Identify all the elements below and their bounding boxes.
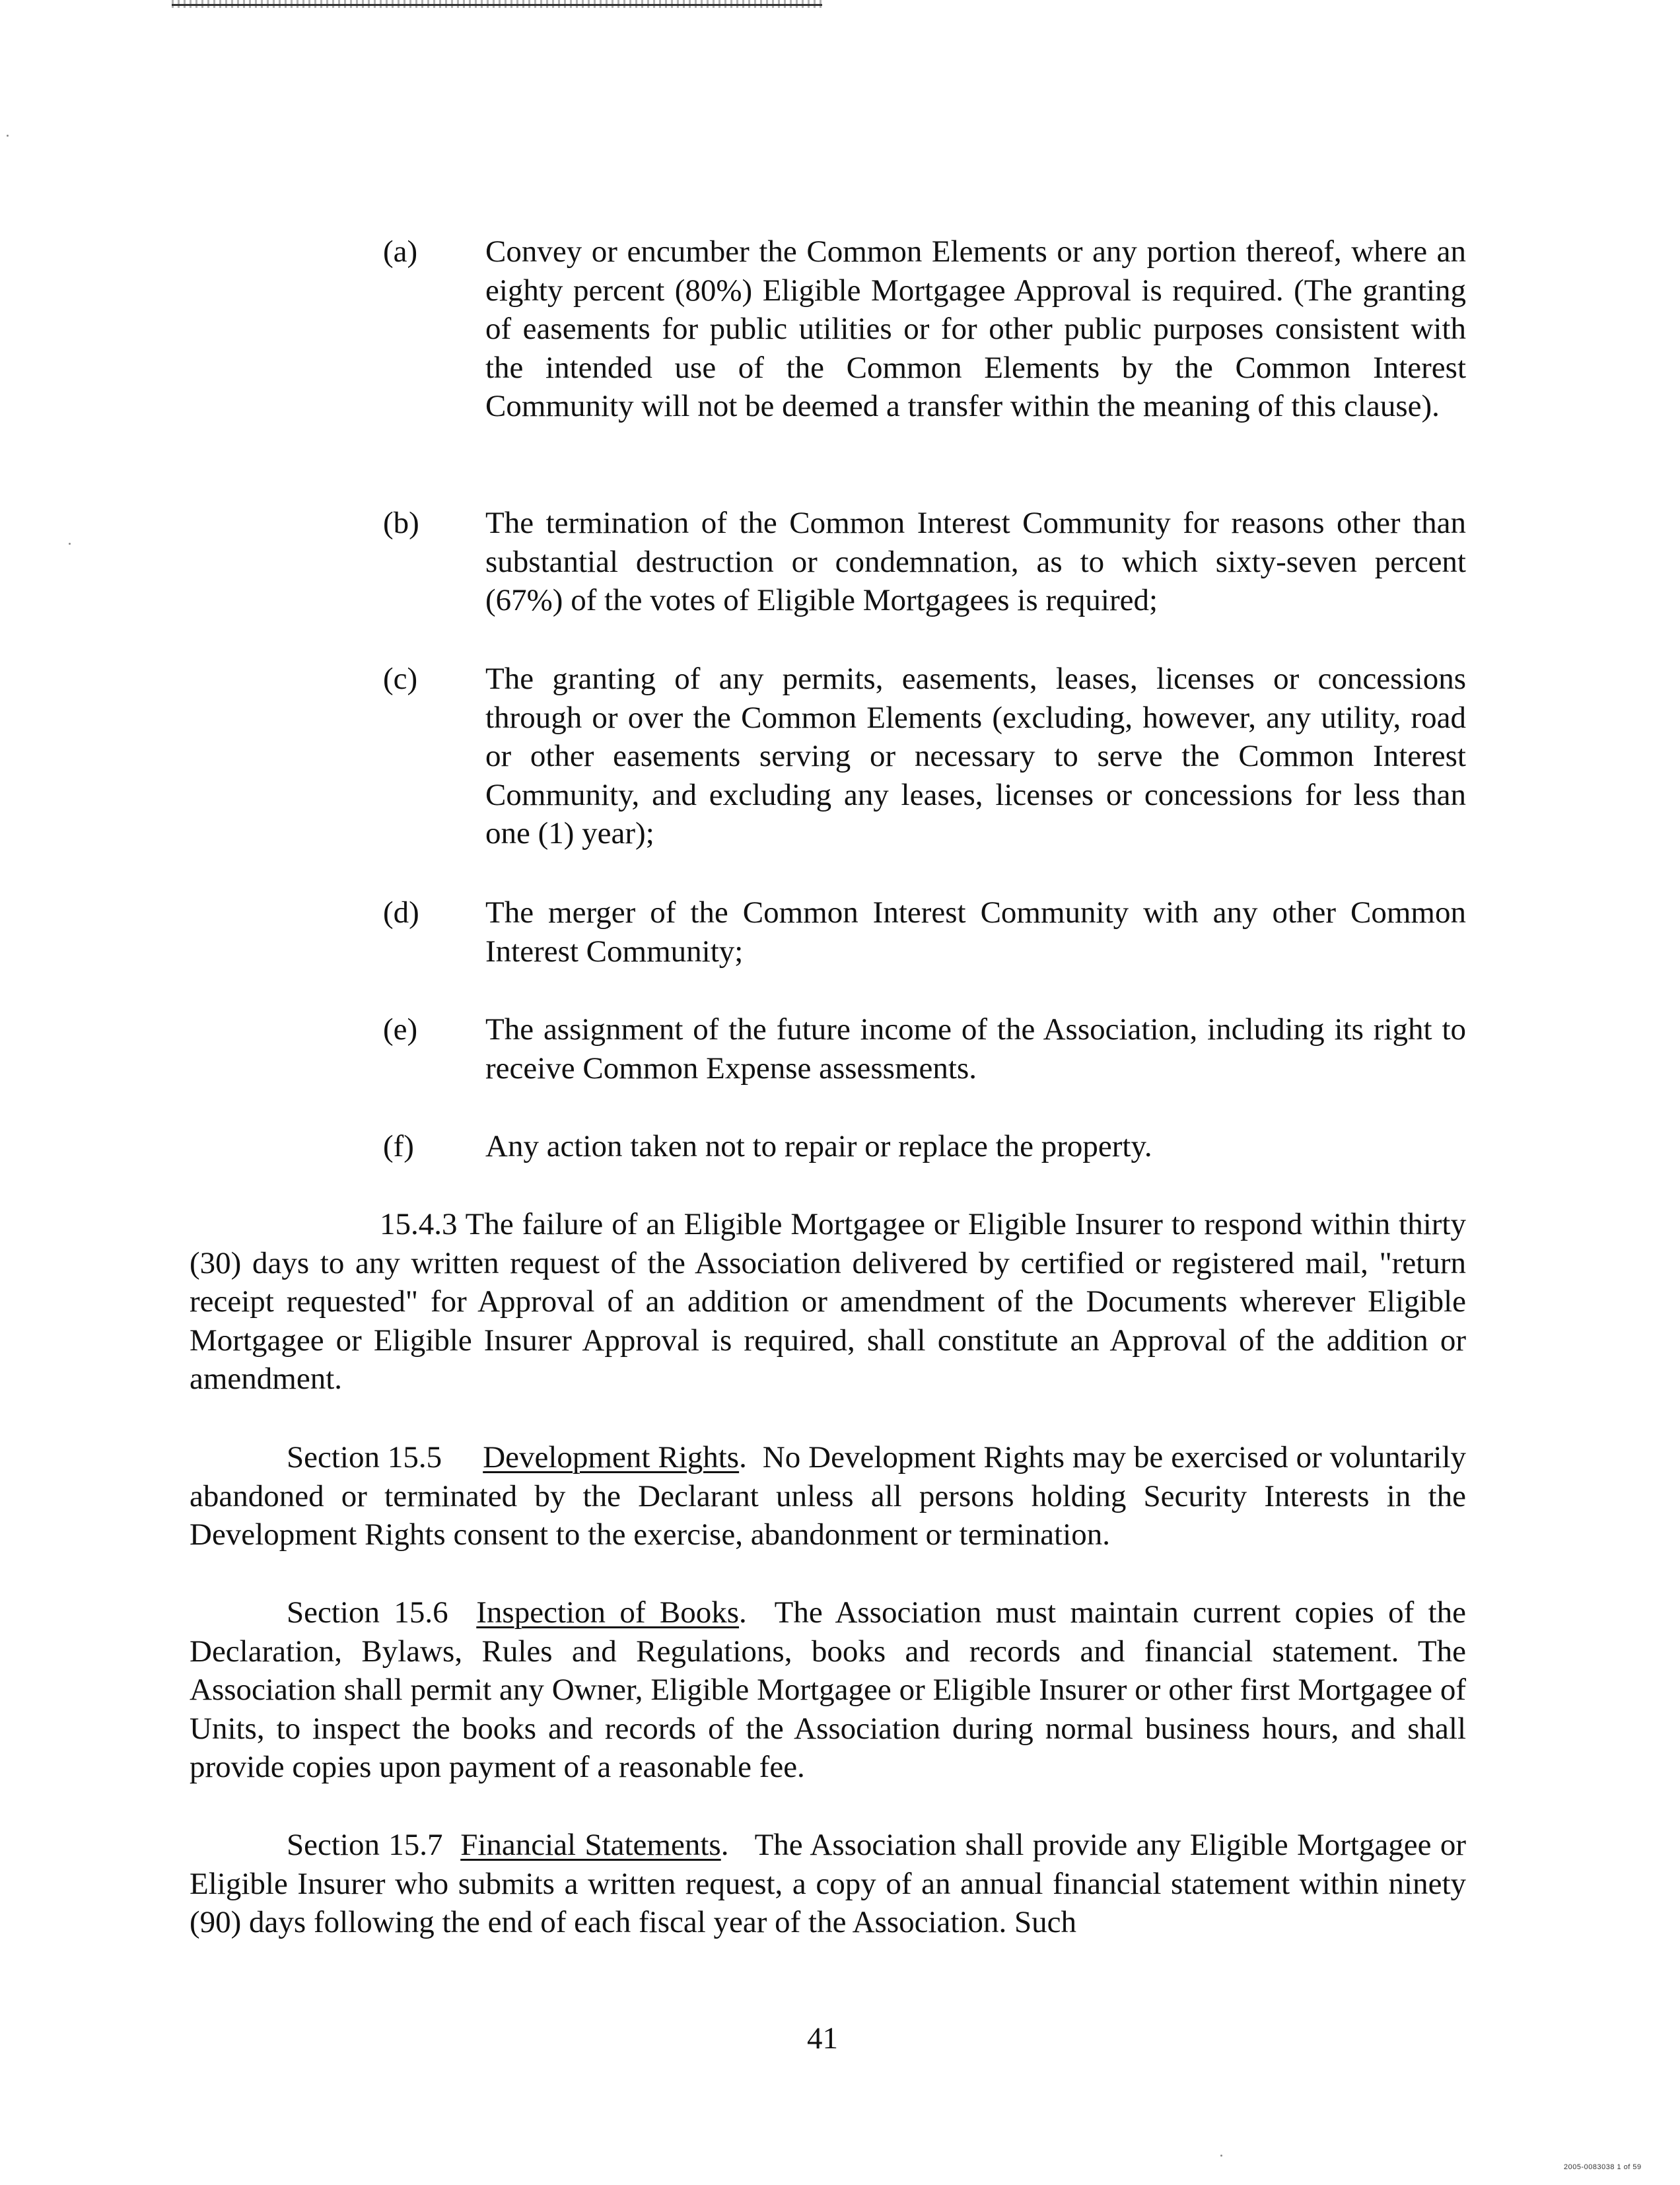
- list-item-label: (f): [383, 1129, 414, 1163]
- list-item-text: Convey or encumber the Common Elements or any portion thereof, where an eighty percent (80%) Eligible Mortgagee Approval is required. (The granting of easements for public utilities or for other public purposes consistent with the intended use of the Common Elements by the Common Interest Community will not be deemed a transfer within the meaning of this clause).: [485, 234, 1466, 423]
- list-item-text: The assignment of the future income of the Association, including its right to receive Common Expense assessments.: [485, 1012, 1466, 1086]
- top-rule: [172, 4, 822, 6]
- scan-speck: [69, 543, 71, 545]
- list-item-f: [383, 1127, 1466, 1166]
- page-number: 41: [807, 2021, 838, 2056]
- list-item-text: The termination of the Common Interest Community for reasons other than substantial destruction or condemnation, as to which sixty-seven percent (67%) of the votes of Eligible Mortgagees is required;: [485, 506, 1466, 617]
- list-item-label: (e): [383, 1012, 418, 1047]
- section-heading: Inspection of Books: [476, 1595, 740, 1630]
- list-item-label: (b): [383, 506, 419, 540]
- list-item-b: [383, 504, 1466, 620]
- section-text: No Development Rights may be exercised or voluntarily abandoned or terminated by the Declarant unless all persons holding Security Interests in the Development Rights consent to the exercise, abandonment or termination.: [190, 1440, 1466, 1552]
- list-item-c: [383, 660, 1466, 853]
- section-heading: Development Rights: [483, 1440, 740, 1474]
- list-item-text: Any action taken not to repair or replace the property.: [485, 1129, 1152, 1163]
- scan-speck: [1220, 2155, 1222, 2157]
- section-number: Section 15.7: [287, 1828, 443, 1862]
- paragraph-number: 15.4.3: [380, 1207, 458, 1241]
- section-heading: Financial Statements: [460, 1828, 721, 1862]
- section-15-6: Section 15.6 Inspection of Books. The Association must maintain current copies of the Declaration, Bylaws, Rules and Regulations, books and records and financial statement. The Association shall permit any Owner, Eligible Mortgagee or Eligible Insurer or other first Mortgagee of Units, to inspect the books and records of the Association during normal business hours, and shall provide copies upon payment of a reasonable fee.: [190, 1595, 1467, 1784]
- list-item-a: [383, 232, 1466, 426]
- paragraph-text: The failure of an Eligible Mortgagee or Eligible Insurer to respond within thirty (30) days to any written request of the Association delivered by certified or registered mail, "return receipt requested" for Approval of an addition or amendment of the Documents wherever Eligible Mortgagee or Eligible Insurer Approval is required, shall constitute an Approval of the addition or amendment.: [190, 1207, 1466, 1396]
- list-item-label: (a): [383, 234, 418, 269]
- paragraph-15-4-3: [190, 1205, 1466, 1399]
- list-item-label: (c): [383, 662, 418, 696]
- list-item-text: The granting of any permits, easements, leases, licenses or concessions through or over the Common Elements (excluding, however, any utility, road or other easements serving or necessary to serve the Common Interest Community, and excluding any leases, licenses or concessions for less than one (1) year);: [485, 662, 1466, 850]
- section-15-5: Section 15.5 Development Rights. No Development Rights may be exercised or voluntarily abandoned or terminated by the Declarant unless all persons holding Security Interests in the Development Rights consent to the exercise, abandonment or termination.: [190, 1440, 1466, 1552]
- recording-stamp: 2005-0083038 1 of 59: [1564, 2163, 1642, 2171]
- list-item-label: (d): [383, 895, 419, 930]
- scan-speck: [7, 135, 9, 137]
- list-item-text: The merger of the Common Interest Community with any other Common Interest Community;: [485, 895, 1466, 969]
- list-item-e: [383, 1010, 1466, 1088]
- section-text: The Association must maintain current copies of the Declaration, Bylaws, Rules and Regulations, books and records and financial statement. The Association shall permit any Owner, Eligible Mortgagee or Eligible Insurer or other first Mortgagee of Units, to inspect the books and records of the Association during normal business hours, and shall provide copies upon payment of a reasonable fee.: [190, 1595, 1467, 1784]
- section-15-7: Section 15.7 Financial Statements. The Association shall provide any Eligible Mortgagee or Eligible Insurer who submits a written request, a copy of an annual financial statement within ninety (90) days following the end of each fiscal year of the Association. Such: [190, 1828, 1466, 1939]
- section-number: Section 15.6: [287, 1595, 448, 1630]
- section-number: Section 15.5: [287, 1440, 442, 1474]
- list-item-d: [383, 893, 1466, 971]
- section-text: The Association shall provide any Eligible Mortgagee or Eligible Insurer who submits a written request, a copy of an annual financial statement within ninety (90) days following the end of each fiscal year of the Association. Such: [190, 1828, 1466, 1939]
